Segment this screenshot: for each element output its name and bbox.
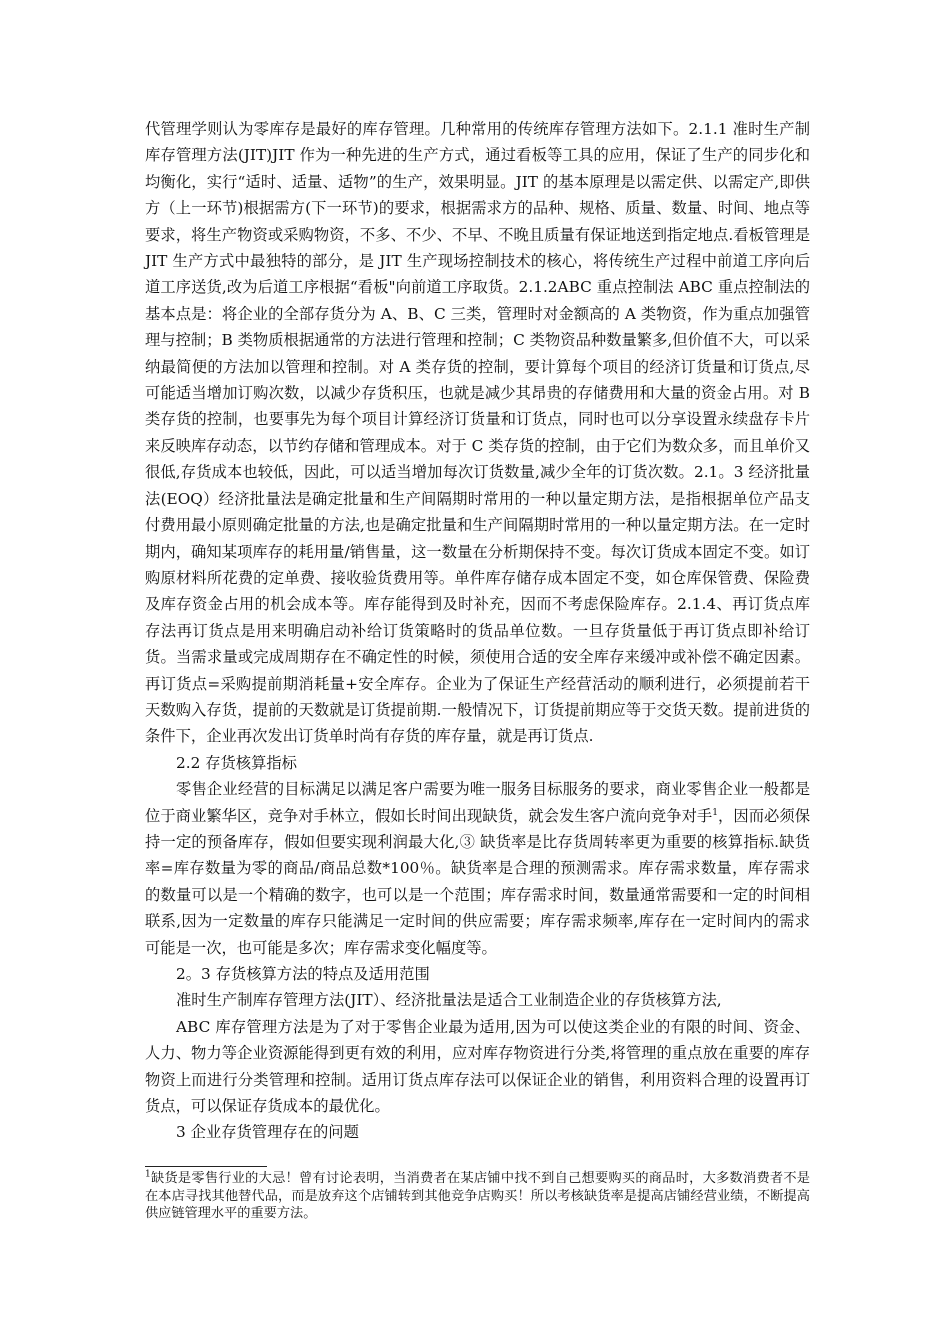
body-text: [145, 116, 810, 1146]
paragraph-inventory-indicators: [145, 776, 810, 961]
footnote-reference[interactable]: 1: [712, 807, 718, 818]
footnote-separator: [145, 1166, 267, 1167]
paragraph-applicability: 准时生产制库存管理方法(JIT）、经济批量法是适合工业制造企业的存货核算方法,: [176, 991, 722, 1010]
paragraph-text-part-2: ，因而必须保持一定的预备库存，假如但要实现利润最大化,③ 缺货率是比存货周转率更为重要的核算指标.缺货率=库存数量为零的商品/商品总数*100％。缺货率是合理的预测需求。库存需求数量，库存需求的数量可以是一个精确的数字，也可以是一个范围；库存需求时间，数量通常需要和一定的时间相联系,因为一定数量的库存只能满足一定时间的供应需要；库存需求频率,库存在一定时间内的需求可能是一次，也可能是多次；库存需求变化幅度等。: [145, 806, 810, 957]
paragraph-text-part-1: 零售企业经营的目标满足以满足客户需要为唯一服务目标服务的要求，商业零售企业一般都是位于商业繁华区，竞争对手林立，假如长时间出现缺货，就会发生客户流向竞争对手: [145, 780, 810, 825]
footnote: [145, 1170, 810, 1223]
section-heading-2-3: 2。3 存货核算方法的特点及适用范围: [176, 965, 430, 983]
footnote-marker: 1: [145, 1169, 151, 1180]
paragraph-abc-method: ABC 库存管理方法是为了对于零售企业最为适用,因为可以使这类企业的有限的时间、资金、人力、物力等企业资源能得到更有效的利用，应对库存物资进行分类,将管理的重点放在重要的库存物资上而进行分类管理和控制。适用订货点库存法可以保证企业的销售，利用资料合理的设置再订货点，可以保证存货成本的最优化。: [145, 1017, 810, 1116]
paragraph-inventory-methods: 代管理学则认为零库存是最好的库存管理。几种常用的传统库存管理方法如下。2.1.1 准时生产制库存管理方法(JIT)JIT 作为一种先进的生产方式，通过看板等工具的应用，保证了生产的同步化和均衡化，实行“适时、适量、适物”的生产，效果明显。JIT 的基本原理是以需定供、以需定产,即供方（上一环节)根据需方(下一环节)的要求，根据需求方的品种、规格、质量、数量、时间、地点等要求，将生产物资或采购物资，不多、不少、不早、不晚且质量有保证地送到指定地点.看板管理是 JIT 生产方式中最独特的部分，是 JIT 生产现场控制技术的核心，将传统生产过程中前道工序向后道工序送货,改为后道工序根据“看板"向前道工序取货。2.1.2ABC 重点控制法 ABC 重点控制法的基本点是：将企业的全部存货分为 A、B、C 三类，管理时对金额高的 A 类物资，作为重点加强管理与控制；B 类物质根据通常的方法进行管理和控制；C 类物资品种数量繁多,但价值不大，可以采纳最简便的方法加以管理和控制。对 A 类存货的控制，要计算每个项目的经济订货量和订货点,尽可能适当增加订购次数，以减少存货积压，也就是减少其昂贵的存储费用和大量的资金占用。对 B 类存货的控制，也要事先为每个项目计算经济订货量和订货点，同时也可以分享设置永续盘存卡片来反映库存动态，以节约存储和管理成本。对于 C 类存货的控制，由于它们为数众多，而且单价又很低,存货成本也较低，因此，可以适当增加每次订货数量,减少全年的订货次数。2.1。3 经济批量法(EOQ）经济批量法是确定批量和生产间隔期时常用的一种以量定期方法，是指根据单位产品支付费用最小原则确定批量的方法,也是确定批量和生产间隔期时常用的一种以量定期方法。在一定时期内，确知某项库存的耗用量/销售量，这一数量在分析期保持不变。每次订货成本固定不变。如订购原材料所花费的定单费、接收验货费用等。单件库存储存成本固定不变，如仓库保管费、保险费及库存资金占用的机会成本等。库存能得到及时补充，因而不考虑保险库存。2.1.4、再订货点库存法再订货点是用来明确启动补给订货策略时的货品单位数。一旦存货量低于再订货点即补给订货。当需求量或完成周期存在不确定性的时候，须使用合适的安全库存来缓冲或补偿不确定因素。再订货点=采购提前期消耗量+安全库存。企业为了保证生产经营活动的顺利进行，必须提前若干天数购入存货，提前的天数就是订货提前期.一般情况下，订货提前期应等于交货天数。提前进货的条件下，企业再次发出订货单时尚有存货的库存量，就是再订货点.: [145, 120, 810, 746]
footnote-text: 缺货是零售行业的大忌！曾有讨论表明，当消费者在某店铺中找不到自己想要购买的商品时，大多数消费者不是在本店寻找其他替代品，而是放弃这个店铺转到其他竞争店购买！所以考核缺货率是提高店铺经营业绩，不断提高供应链管理水平的重要方法。: [145, 1171, 810, 1222]
section-heading-2-2: 2.2 存货核算指标: [176, 753, 297, 772]
section-heading-3: 3 企业存货管理存在的问题: [176, 1123, 359, 1142]
